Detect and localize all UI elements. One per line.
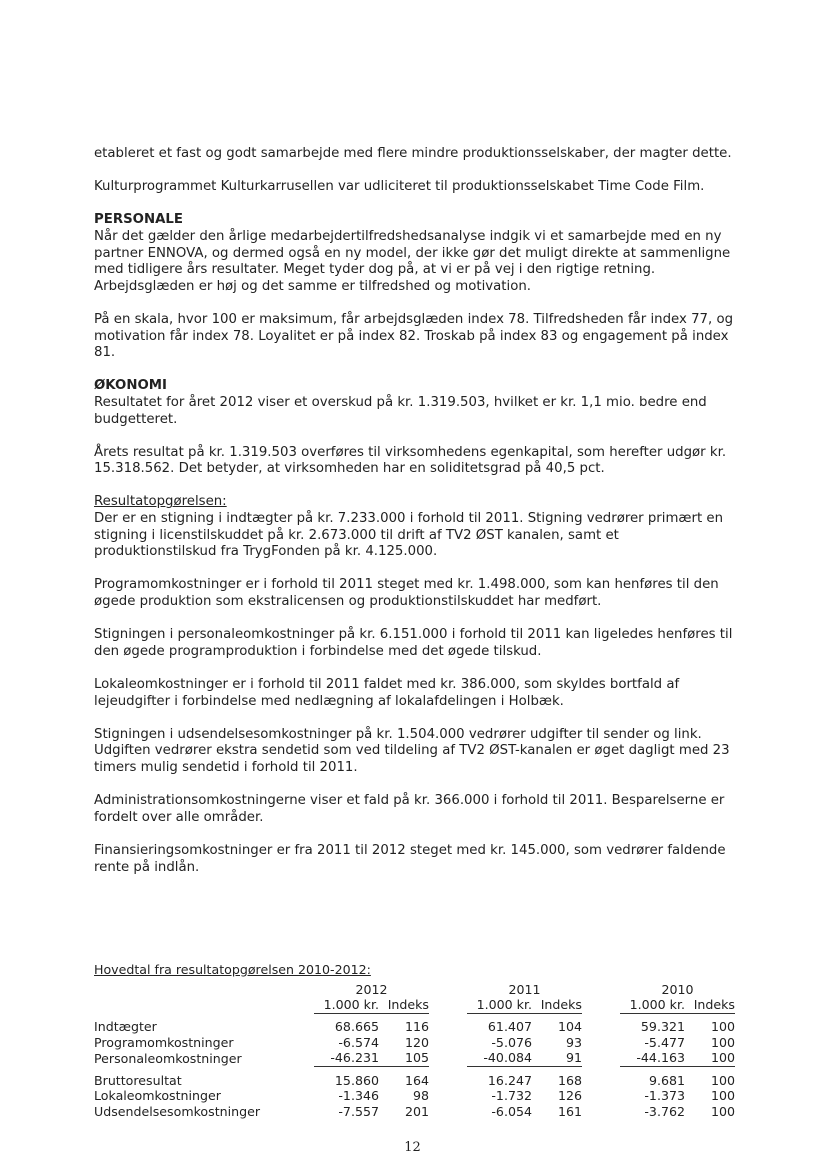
column-header-amount: 1.000 kr.: [467, 997, 532, 1013]
page-number: 12: [404, 1140, 421, 1155]
paragraph: Resultatet for året 2012 viser et overskud på kr. 1.319.503, hvilket er kr. 1,1 mio. bedre end budgetteret.: [94, 394, 707, 427]
document-body: [94, 146, 734, 876]
paragraph: Administrationsomkostningerne viser et fald på kr. 366.000 i forhold til 2011. Besparelserne er fordelt over alle områder.: [94, 793, 725, 825]
table-title: Hovedtal fra resultatopgørelsen 2010-2012:: [94, 962, 371, 977]
column-header-amount: 1.000 kr.: [620, 997, 685, 1013]
paragraph: Stigningen i personaleomkostninger på kr. 6.151.000 i forhold til 2011 kan ligeledes henføres til den øgede programproduktion i forbindelse med det øgede tilskud.: [94, 627, 733, 659]
column-header-index: Indeks: [532, 997, 582, 1013]
column-header-amount: 1.000 kr.: [314, 997, 379, 1013]
subheading-resultatopgorelsen: Resultatopgørelsen:: [94, 494, 227, 510]
section-heading-personale: PERSONALE: [94, 212, 183, 228]
paragraph: Programomkostninger er i forhold til 2011 steget med kr. 1.498.000, som kan henføres til den øgede produktion som ekstralicensen og produktionstilskuddet har medført.: [94, 577, 719, 610]
paragraph: Finansieringsomkostninger er fra 2011 til 2012 steget med kr. 145.000, som vedrører faldende rente på indlån.: [94, 842, 726, 875]
table-row: Lokaleomkostninger -1.346 98 -1.732 126 -1.373 100: [94, 1088, 735, 1104]
paragraph: På en skala, hvor 100 er maksimum, får arbejdsglæden index 78. Tilfredsheden får index 77, og motivation får index 78. Loyalitet er på index 82. Troskab på index 83 og engagement på index 81.: [94, 311, 734, 361]
year-header: 2012: [355, 981, 388, 997]
paragraph: etableret et fast og godt samarbejde med flere mindre produktionsselskaber, der magter dette.: [94, 146, 732, 161]
table-row: Bruttoresultat 15.860 164 16.247 168 9.681 100: [94, 1072, 735, 1088]
paragraph: Der er en stigning i indtægter på kr. 7.233.000 i forhold til 2011. Stigning vedrører primært en stigning i licenstilskuddet på kr. 2.673.000 til drift af TV2 ØST kanalen, samt et produktionstilskud fra TrygFonden på kr. 4.125.000.: [94, 511, 723, 560]
paragraph: Stigningen i udsendelsesomkostninger på kr. 1.504.000 vedrører udgifter til sender og link. Udgiften vedrører ekstra sendetid som ved tildeling af TV2 ØST-kanalen er øget dagligt med 23 timers mulig sendetid i forhold til 2011.: [94, 726, 730, 775]
paragraph: Lokaleomkostninger er i forhold til 2011 faldet med kr. 386.000, som skyldes bortfald af lejeudgifter i forbindelse med nedlægning af lokalafdelingen i Holbæk.: [94, 677, 680, 709]
table-row: Personaleomkostninger -46.231 105 -40.084 91 -44.163 100: [94, 1050, 735, 1066]
financial-summary-table: [94, 962, 735, 1119]
table-row: Programomkostninger -6.574 120 -5.076 93 -5.477 100: [94, 1034, 735, 1050]
table-row: Udsendelsesomkostninger -7.557 201 -6.054 161 -3.762 100: [94, 1103, 735, 1119]
column-header-index: Indeks: [685, 997, 735, 1013]
year-header: 2010: [661, 981, 694, 997]
paragraph: Årets resultat på kr. 1.319.503 overføres til virksomhedens egenkapital, som herefter udgør kr. 15.318.562. Det betyder, at virksomheden har en soliditetsgrad på 40,5 pct.: [94, 444, 727, 477]
paragraph: Når det gælder den årlige medarbejdertilfredshedsanalyse indgik vi et samarbejde med en ny partner ENNOVA, og dermed også en ny model, der ikke gør det muligt direkte at sammenligne med tidligere års resultater. Meget tyder dog på, at vi er på vej i den rigtige retning. Arbejdsglæden er høj og det samme er tilfredshed og motivation.: [94, 228, 731, 294]
year-header: 2011: [508, 981, 541, 997]
paragraph: Kulturprogrammet Kulturkarrusellen var udliciteret til produktionsselskabet Time Code Film.: [94, 179, 705, 195]
table-row: Indtægter 68.665 116 61.407 104 59.321 100: [94, 1019, 735, 1035]
column-header-index: Indeks: [379, 997, 429, 1013]
section-heading-okonomi: ØKONOMI: [94, 378, 167, 394]
